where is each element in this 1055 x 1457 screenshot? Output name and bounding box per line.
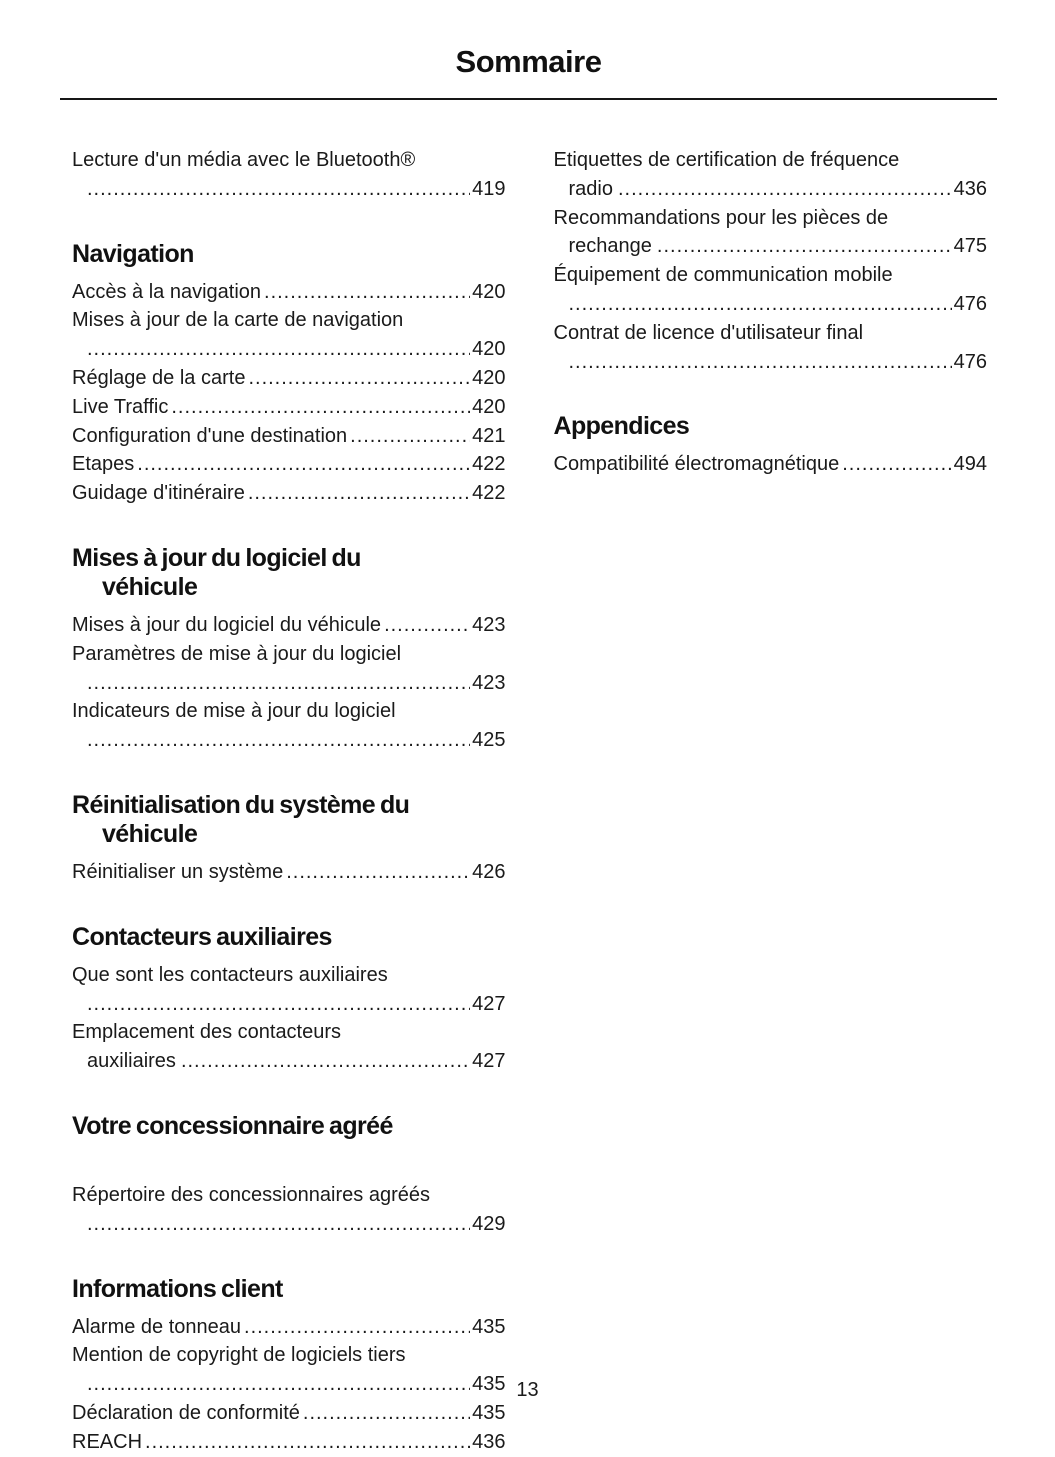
dot-leader <box>286 858 470 887</box>
dot-leader <box>248 479 470 508</box>
entry-label: Alarme de tonneau <box>72 1315 242 1338</box>
toc-entry[interactable] <box>72 1428 506 1457</box>
section-heading <box>72 1112 506 1141</box>
dot-leader <box>87 1210 470 1239</box>
dot-leader <box>87 726 470 755</box>
entry-page-number: 435 <box>472 1315 506 1338</box>
dot-leader <box>618 175 952 204</box>
toc-entry[interactable] <box>72 640 506 698</box>
dot-leader <box>569 348 952 377</box>
entry-page-number: 426 <box>472 860 506 883</box>
entry-page-number: 476 <box>953 350 987 373</box>
toc-entry[interactable] <box>554 261 988 319</box>
entry-page-number: 420 <box>472 395 506 418</box>
toc-entry[interactable] <box>72 278 506 307</box>
toc-entry[interactable] <box>72 1399 506 1428</box>
dot-leader <box>181 1047 470 1076</box>
entry-page-number: 475 <box>953 235 987 258</box>
dot-leader <box>145 1428 470 1457</box>
toc-entry[interactable] <box>72 611 506 640</box>
dot-leader <box>350 422 470 451</box>
dot-leader <box>842 450 951 479</box>
entry-label: Mises à jour de la carte de navigation <box>72 309 404 332</box>
dot-leader <box>244 1313 470 1342</box>
dot-leader <box>657 232 952 261</box>
entry-page-number: 427 <box>472 992 506 1015</box>
entry-page-number: 420 <box>472 338 506 361</box>
toc-entry[interactable] <box>554 319 988 377</box>
entry-label: Live Traffic <box>72 395 169 418</box>
section-heading <box>554 412 988 441</box>
entry-page-number: 422 <box>472 453 506 476</box>
dot-leader <box>87 175 470 204</box>
dot-leader <box>137 450 470 479</box>
toc-entry[interactable] <box>72 306 506 364</box>
toc-entry[interactable] <box>554 450 988 479</box>
entry-page-number: 421 <box>472 424 506 447</box>
entry-page-number: 435 <box>472 1401 506 1424</box>
entry-label: REACH <box>72 1430 143 1453</box>
toc-column-right <box>554 146 988 1457</box>
toc-section <box>554 412 988 479</box>
toc-section <box>72 791 506 887</box>
section-heading-line: véhicule <box>102 819 198 848</box>
section-heading-line: Appendices <box>553 412 690 441</box>
entry-page-number: 494 <box>953 453 987 476</box>
dot-leader <box>87 335 470 364</box>
entry-label: Indicateurs de mise à jour du logiciel <box>72 700 396 723</box>
dot-leader <box>171 393 470 422</box>
entry-label: Compatibilité électromagnétique <box>553 453 840 476</box>
entry-label: Déclaration de conformité <box>72 1401 300 1424</box>
entry-page-number: 429 <box>472 1212 506 1235</box>
section-heading <box>72 923 506 952</box>
toc-section <box>72 1112 506 1239</box>
entry-label: Etapes <box>72 453 135 476</box>
section-heading-line: Mises à jour du logiciel du <box>72 543 361 572</box>
entry-label: Recommandations pour les pièces de <box>553 206 889 229</box>
entry-label: Réglage de la carte <box>72 366 246 389</box>
entry-page-number: 427 <box>472 1050 506 1073</box>
toc-entry[interactable] <box>72 479 506 508</box>
toc-section <box>72 1275 506 1457</box>
dot-leader <box>569 290 952 319</box>
toc-entry[interactable] <box>72 858 506 887</box>
entry-label: Configuration d'une destination <box>72 424 348 447</box>
dot-leader <box>248 364 470 393</box>
entry-label-continued: radio <box>568 177 613 200</box>
entry-label: Contrat de licence d'utilisateur final <box>553 321 864 344</box>
toc-entry[interactable] <box>72 1313 506 1342</box>
entry-page-number: 422 <box>472 482 506 505</box>
dot-leader <box>264 278 470 307</box>
toc-section <box>554 146 988 376</box>
dot-leader <box>87 990 470 1019</box>
toc-columns <box>60 146 997 1457</box>
toc-column-left <box>72 146 506 1457</box>
entry-label: Etiquettes de certification de fréquence <box>553 149 900 171</box>
entry-page-number: 420 <box>472 366 506 389</box>
entry-label-continued: auxiliaires <box>87 1050 176 1073</box>
section-heading-line: Contacteurs auxiliaires <box>72 922 332 951</box>
toc-section <box>72 146 506 204</box>
entry-label: Équipement de communication mobile <box>553 264 893 287</box>
toc-section <box>72 240 506 508</box>
toc-entry[interactable] <box>554 204 988 262</box>
entry-label: Réinitialiser un système <box>72 860 284 883</box>
entry-page-number: 423 <box>472 671 506 694</box>
entry-page-number: 420 <box>472 280 506 303</box>
dot-leader <box>87 669 470 698</box>
section-heading-line: Votre concessionnaire agréé <box>72 1111 393 1140</box>
entry-page-number: 423 <box>472 613 506 636</box>
entry-label: Répertoire des concessionnaires agréés <box>72 1183 430 1206</box>
entry-label: Que sont les contacteurs auxiliaires <box>72 963 388 986</box>
entry-page-number: 425 <box>472 729 506 752</box>
toc-entry[interactable] <box>72 422 506 451</box>
entry-label-continued: rechange <box>568 235 652 258</box>
section-heading <box>72 240 506 269</box>
dot-leader <box>384 611 470 640</box>
entry-label: Emplacement des contacteurs <box>72 1021 342 1044</box>
entry-label: Lecture d'un média avec le Bluetooth® <box>72 149 416 171</box>
section-heading-line: Informations client <box>72 1274 283 1303</box>
toc-entry[interactable] <box>72 393 506 422</box>
toc-entry[interactable] <box>72 146 506 204</box>
section-heading-line: Navigation <box>72 239 194 268</box>
toc-section <box>72 923 506 1076</box>
toc-entry[interactable] <box>554 146 988 204</box>
section-heading-line: Réinitialisation du système du <box>72 790 410 819</box>
section-heading <box>72 1275 506 1304</box>
page-number: 13 <box>516 1379 539 1401</box>
toc-entry[interactable] <box>72 961 506 1019</box>
toc-entry[interactable] <box>72 697 506 755</box>
title-divider <box>60 98 997 100</box>
toc-entry[interactable] <box>72 1018 506 1076</box>
toc-section <box>72 544 506 755</box>
entry-label: Paramètres de mise à jour du logiciel <box>72 642 402 665</box>
entry-label: Guidage d'itinéraire <box>72 482 245 505</box>
toc-entry[interactable] <box>72 1181 506 1239</box>
entry-page-number: 436 <box>953 177 987 200</box>
page-title: Sommaire <box>455 44 602 79</box>
section-heading <box>72 544 506 602</box>
entry-page-number: 436 <box>472 1430 506 1453</box>
entry-label: Accès à la navigation <box>72 280 262 303</box>
dot-leader <box>303 1399 470 1428</box>
entry-label: Mention de copyright de logiciels tiers <box>72 1344 406 1367</box>
entry-page-number: 435 <box>472 1373 506 1396</box>
entry-page-number: 476 <box>953 292 987 315</box>
toc-entry[interactable] <box>72 364 506 393</box>
section-heading-line: véhicule <box>102 572 198 601</box>
entry-label: Mises à jour du logiciel du véhicule <box>72 613 382 636</box>
entry-page-number: 419 <box>472 177 506 200</box>
toc-entry[interactable] <box>72 450 506 479</box>
section-heading <box>72 791 506 849</box>
